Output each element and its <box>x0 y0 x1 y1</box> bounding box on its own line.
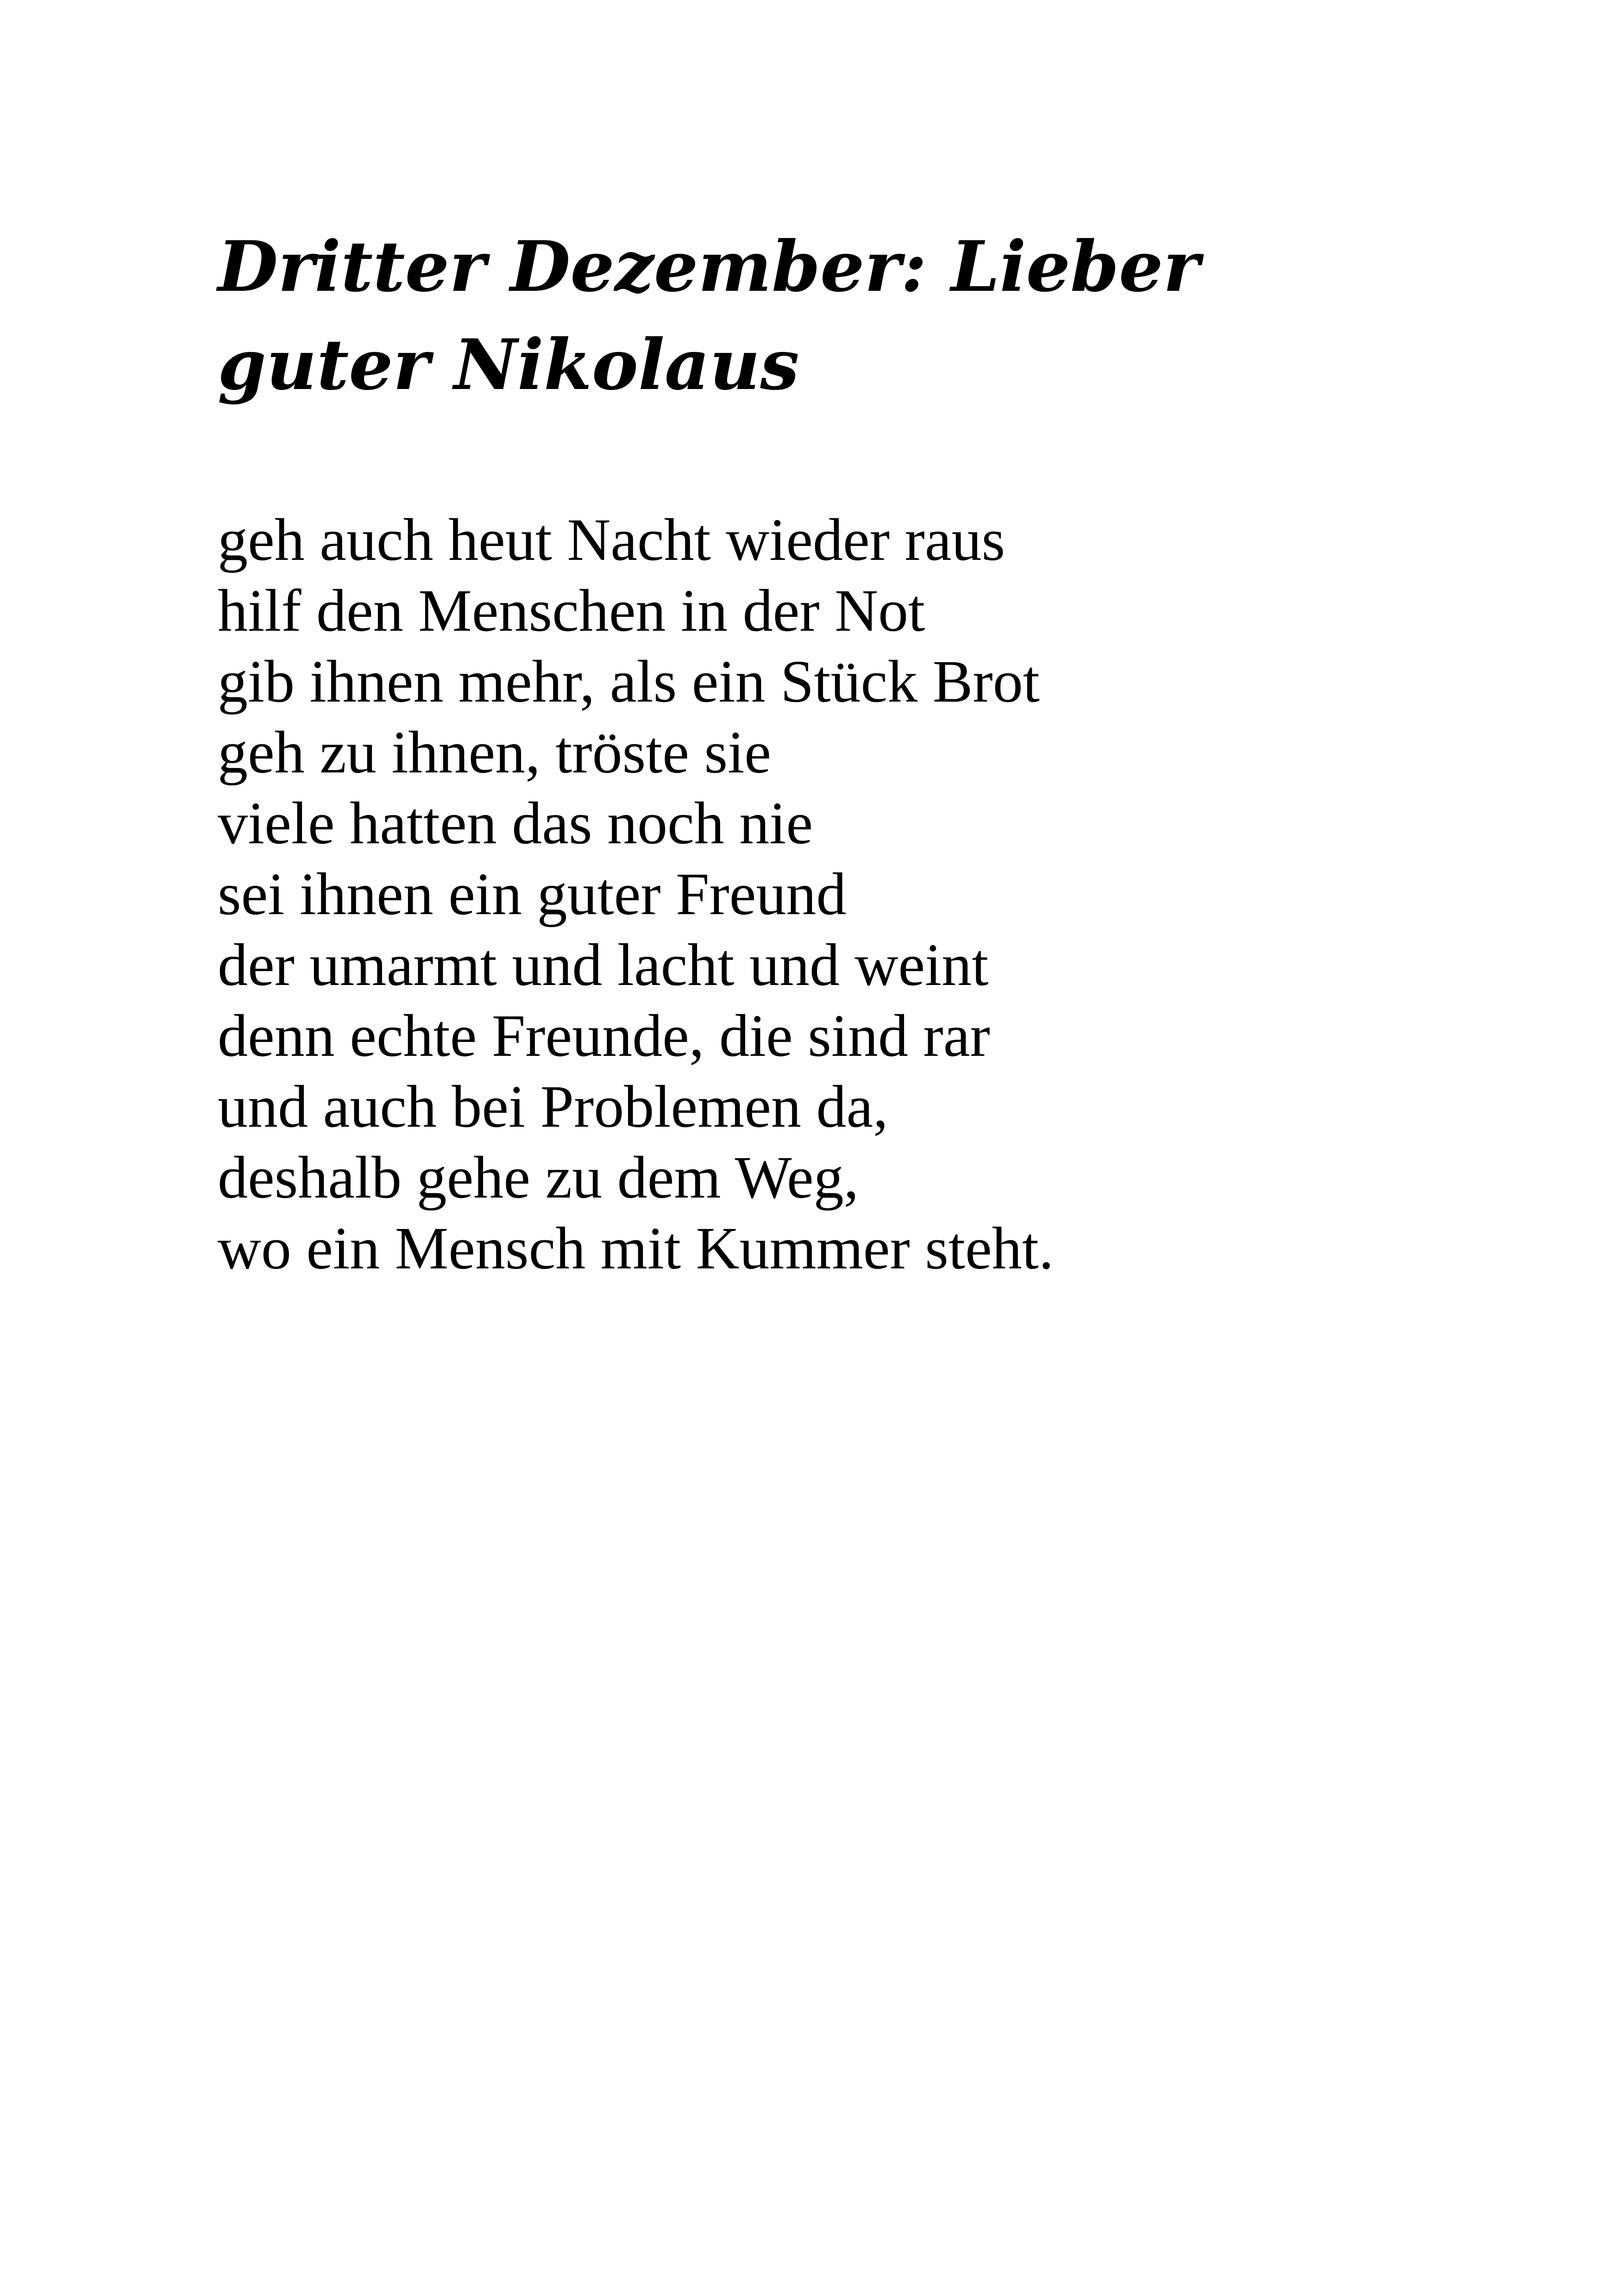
poem-line: deshalb gehe zu dem Weg, <box>218 1144 859 1211</box>
page-title <box>218 218 1283 414</box>
poem-line: hilf den Menschen in der Not <box>218 577 925 644</box>
poem-line: sei ihnen ein guter Freund <box>218 861 847 928</box>
poem-line: geh auch heut Nacht wieder raus <box>218 507 1005 573</box>
poem-line: viele hatten das noch nie <box>218 790 813 857</box>
poem-line: gib ihnen mehr, als ein Stück Brot <box>218 648 1040 715</box>
title-line-1: Dritter Dezember: Lieber <box>218 226 1200 307</box>
poem-line: denn echte Freunde, die sind rar <box>218 1003 990 1069</box>
title-line-2: guter Nikolaus <box>218 324 799 406</box>
poem-line: geh zu ihnen, tröste sie <box>218 719 771 786</box>
poem-line: und auch bei Problemen da, <box>218 1073 888 1140</box>
poem-body <box>218 505 1422 1284</box>
poem-line: wo ein Mensch mit Kummer steht. <box>218 1215 1054 1282</box>
poem-line: der umarmt und lacht und weint <box>218 932 989 998</box>
